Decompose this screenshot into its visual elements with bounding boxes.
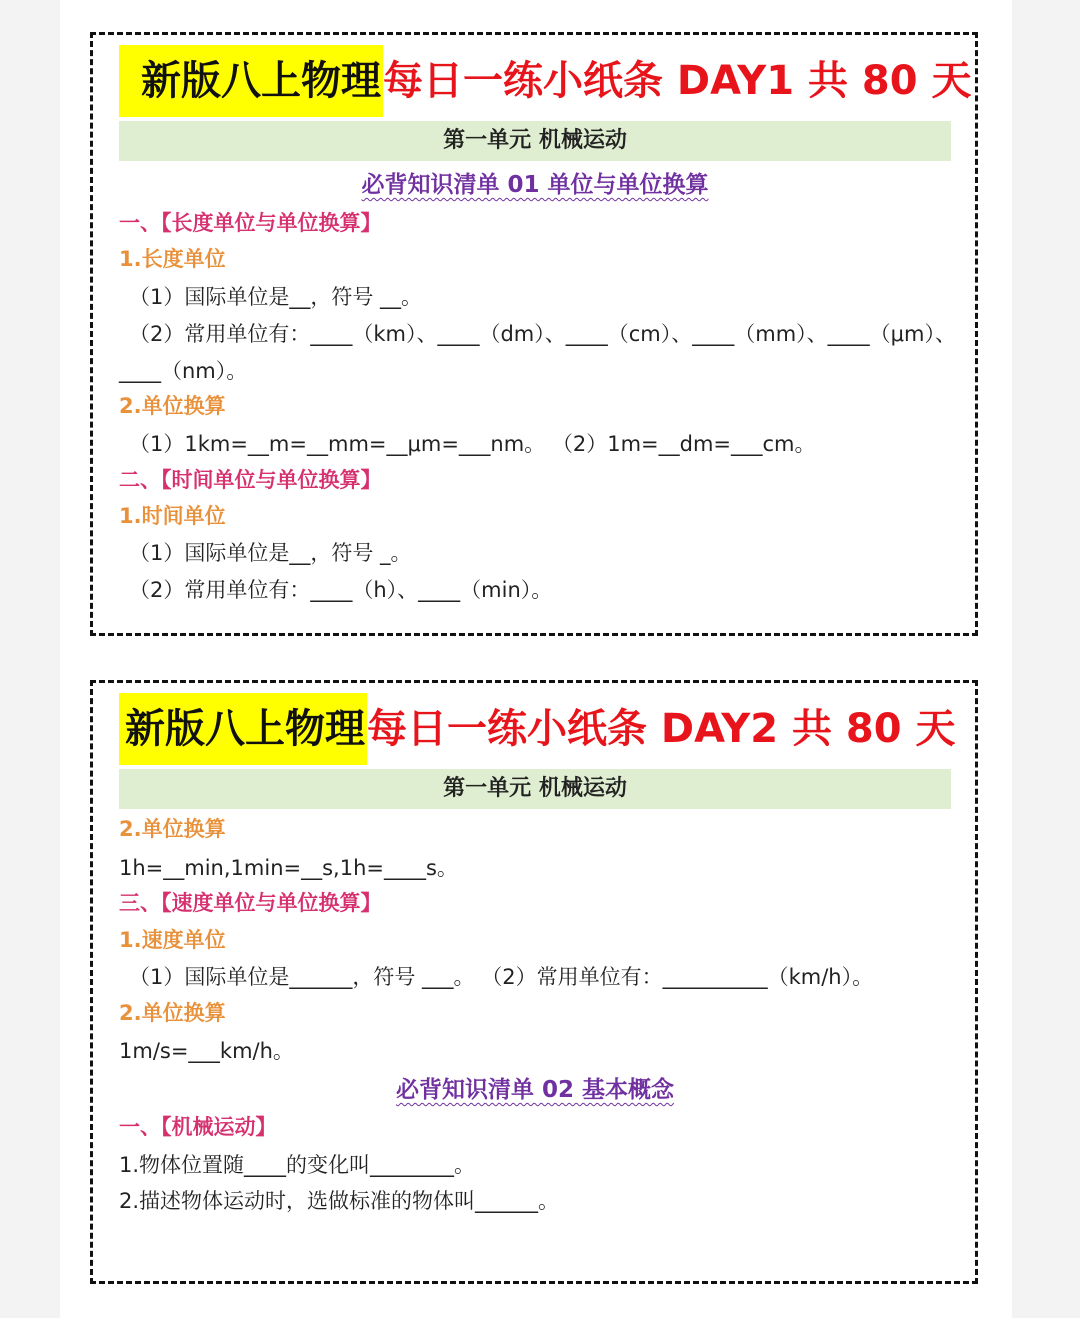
subsection-heading: 1.速度单位 <box>119 928 226 952</box>
knowledge-list-title: 必背知识清单 01 单位与单位换算 <box>361 172 709 198</box>
unit-banner: 第一单元 机械运动 <box>119 121 951 161</box>
question-line: （1）国际单位是______，符号 ___。 （2）常用单位有：__________（km/h）。 <box>129 965 874 989</box>
section-heading: 一、【长度单位与单位换算】 <box>119 211 382 235</box>
section-heading: 一、【机械运动】 <box>119 1115 277 1139</box>
daily-card-day2 <box>90 680 978 1284</box>
question-line: 1.物体位置随____的变化叫________。 <box>119 1153 476 1177</box>
question-line: （1）国际单位是__，符号 _。 <box>129 541 412 565</box>
question-line: ____（nm）。 <box>119 359 248 383</box>
card-title <box>119 693 956 765</box>
daily-card-day1 <box>90 32 978 636</box>
subsection-heading: 2.单位换算 <box>119 817 226 841</box>
question-line: （1）1km=__m=__mm=__μm=___nm。 （2）1m=__dm=___cm。 <box>129 432 816 456</box>
question-line: 2.描述物体运动时，选做标准的物体叫______。 <box>119 1189 560 1213</box>
title-rest: 每日一练小纸条 DAY2 共 80 天 <box>367 706 956 752</box>
subsection-heading: 2.单位换算 <box>119 394 226 418</box>
subsection-heading: 1.时间单位 <box>119 504 226 528</box>
unit-banner: 第一单元 机械运动 <box>119 769 951 809</box>
question-line: （2）常用单位有：____（h）、____（min）。 <box>129 578 553 602</box>
card-title <box>119 45 972 117</box>
title-rest: 每日一练小纸条 DAY1 共 80 天 <box>383 58 972 104</box>
question-line: 1m/s=___km/h。 <box>119 1039 294 1063</box>
section-heading: 二、【时间单位与单位换算】 <box>119 468 382 492</box>
title-highlight: 新版八上物理 <box>119 45 383 117</box>
subsection-heading: 1.长度单位 <box>119 247 226 271</box>
section-heading: 三、【速度单位与单位换算】 <box>119 891 382 915</box>
question-line: （2）常用单位有：____（km）、____（dm）、____（cm）、____（mm）、____（μm）、 <box>129 322 956 346</box>
question-line: 1h=__min,1min=__s,1h=____s。 <box>119 856 458 880</box>
subsection-heading: 2.单位换算 <box>119 1001 226 1025</box>
title-highlight: 新版八上物理 <box>119 693 367 765</box>
question-line: （1）国际单位是__，符号 __。 <box>129 285 423 309</box>
knowledge-list-title: 必背知识清单 02 基本概念 <box>395 1077 675 1103</box>
